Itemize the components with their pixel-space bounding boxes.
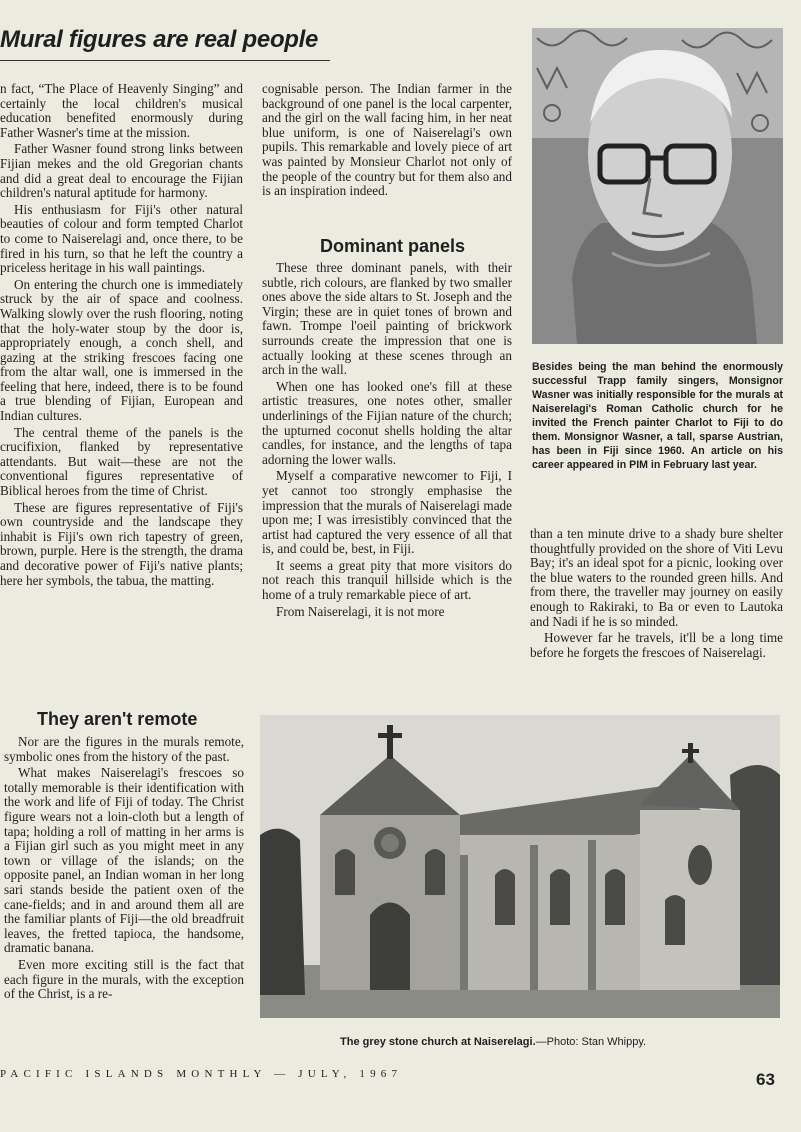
column-a [0, 82, 243, 590]
subhead-remote: They aren't remote [37, 709, 198, 729]
paragraph: Myself a comparative newcomer to Fiji, I yet cannot too strongly emphasise the impression that the murals of Naiserelagi made upon me; I was irresistibly convinced that the artist had captured the very essence of all that is, and could be, best, in Fiji. [262, 468, 512, 557]
column-a-lower [4, 735, 244, 1004]
column-b-lower [262, 261, 512, 621]
paragraph: From Naiserelagi, it is not more [276, 603, 445, 619]
paragraph: Father Wasner found strong links between Fijian mekes and the old Gregorian chants and did a great deal to encourage the Fijian children's natural aptitude for harmony. [0, 141, 243, 201]
paragraph: than a ten minute drive to a shady bure shelter thoughtfully provided on the shore of Viti Levu Bay; it's an ideal spot for a picnic, looking over the blue waters to the rounded green hills. And from there, the traveller may journey on easily enough to Rakiraki, to Ba or even to Lautoka and Nadi if he is so minded. [530, 526, 783, 629]
paragraph: What makes Naiserelagi's frescoes so totally memorable is their identification with the work and life of Fiji of today. The Christ figure wears not a loin-cloth but a length of tapa; holding a roll of matting in her arms is a Fijian girl such as you might meet in any town or village of the islands; on the opposite panel, an Indian woman in her long sari stands beside the patient oxen of the cane-fields; and in and around them all are the familiar plants of Fiji—the old breadfruit leaves, the fretted tapioca, the handsome, dramatic banana. [4, 765, 244, 956]
church-caption-bold: The grey stone church at Naiserelagi. [340, 1036, 536, 1048]
paragraph: n fact, “The Place of Heavenly Singing” and certainly the local children's musical education benefited enormously during Father Wasner's time at the mission. [0, 82, 243, 140]
column-b [262, 82, 512, 201]
paragraph: His enthusiasm for Fiji's other natural beauties of colour and form tempted Charlot to come to Naiserelagi and, once there, to be fired in his turn, so that he left the country a priceless heritage in his wall paintings. [0, 201, 243, 276]
title-rule [0, 60, 330, 61]
paragraph: cognisable person. The Indian farmer in the background of one panel is the local carpenter, and the girl on the wall facing him, in her neat blue uniform, is one of Naiserelagi's own pupils. This remarkable and lovely piece of art was painted by Monsieur Charlot not only of the people of the country but for them also and is an inspiration indeed. [262, 81, 512, 199]
paragraph: It seems a great pity that more visitors do not reach this tranquil hillside which is the home of a truly remarkable piece of art. [262, 557, 512, 603]
paragraph: When one has looked one's fill at these artistic treasures, one notes other, smaller underlinings of the Fijian nature of the church; the upturned coconut shells holding the altar candles, for instance, and the lengths of tapa adorning the lower walls. [262, 378, 512, 467]
paragraph: Nor are the figures in the murals remote, symbolic ones from the history of the past. [4, 735, 244, 764]
portrait-caption: Besides being the man behind the enormously successful Trapp family singers, Monsignor Wasner was initially responsible for the murals at Naiserelagi's Roman Catholic church for he invited the French painter Charlot to Fiji to do them. Monsignor Wasner, a tall, sparse Austrian, has been in Fiji since 1960. An article on his career appeared in PIM in February last year. [532, 361, 783, 471]
paragraph: Even more exciting still is the fact that each figure in the murals, with the exception of the Christ, is a re- [4, 956, 244, 1002]
paragraph: The central theme of the panels is the crucifixion, flanked by representative attendants. But wait—these are not the conventional figures representative of Biblical heroes from the time of Christ. [0, 424, 243, 499]
page-number: 63 [756, 1070, 775, 1089]
paragraph: These three dominant panels, with their subtle, rich colours, are flanked by two smaller ones above the side altars to St. Joseph and the Virgin; these are in quiet tones of brown and fawn. Trompe l'oeil painting of brickwork surrounds create the impression that one is actually looking at these scenes through an arch in the wall. [262, 260, 512, 378]
column-c [530, 527, 783, 662]
footer-text: PACIFIC ISLANDS MONTHLY — JULY, 1967 [0, 1068, 403, 1080]
article-title: Mural figures are real people [0, 26, 319, 53]
paragraph: These are figures representative of Fiji's own countryside and the landscape they inhabit is Fiji's own rich tapestry of green, brown, purple. Here is the strength, the drama and decorative power of Fiji's native plants; here her symbols, the tabua, the matting. [0, 499, 243, 588]
church-caption [340, 1036, 646, 1048]
paragraph: On entering the church one is immediately struck by the air of space and coolness. Walking slowly over the rush flooring, noting that the holy-water stoup by the door is, appropriately enough, a conch shell, and gazing at the striking frescoes facing one from the altar wall, one is immersed in the feeling that here, indeed, there is to be found a true blending of Fijian, European and Indian cultures. [0, 276, 243, 424]
photo-credit: —Photo: Stan Whippy. [535, 1036, 647, 1048]
church-photo [260, 715, 780, 1018]
paragraph: However far he travels, it'll be a long time before he forgets the frescoes of Naiserelagi. [530, 630, 783, 660]
portrait-photo [532, 28, 783, 344]
subhead-panels: Dominant panels [320, 236, 466, 256]
